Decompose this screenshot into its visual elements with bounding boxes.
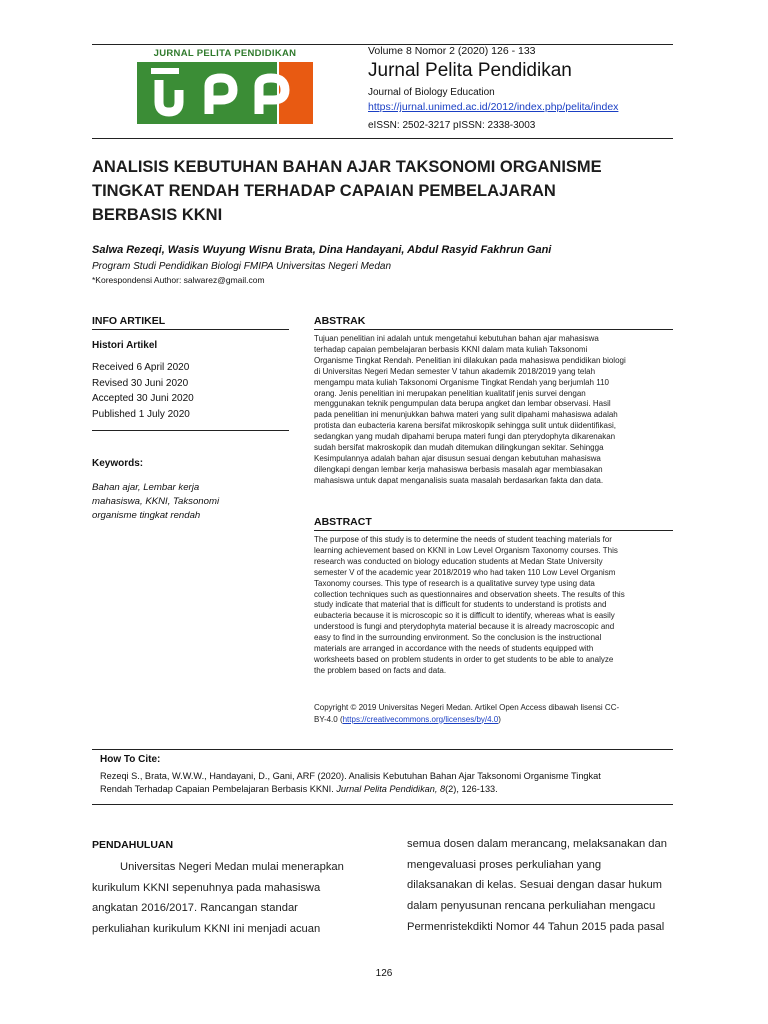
history-item: Received 6 April 2020 [92, 362, 190, 373]
abstrak-rule [314, 329, 673, 330]
info-rule [92, 329, 289, 330]
info-divider [92, 430, 289, 431]
copyright-line2 [314, 714, 673, 726]
journal-url-link[interactable]: https://jurnal.unimed.ac.id/2012/index.php/pelita/index [368, 101, 619, 113]
keywords-line: organisme tingkat rendah [92, 510, 201, 522]
abstrak-line: orang. Jenis penelitian ini merupakan penelitian kualitatif jenis survei dengan [314, 388, 586, 398]
intro-right-line: semua dosen dalam merancang, melaksanakan dan [407, 838, 667, 850]
intro-left-line: angkatan 2016/2017. Rancangan standar [92, 902, 298, 915]
abstrak-line: protista dan eubacteria karena bersifat mikroskopik sehingga sulit untuk diidentifikasi, [314, 421, 616, 431]
title-line: TINGKAT RENDAH TERHADAP CAPAIAN PEMBELAJARAN [92, 182, 556, 200]
abstract-line: eubacteria because it is microscopic so it is difficult to identify, whereas what is easily [314, 611, 615, 621]
abstract-line: understood is fungi and pterydophyta material because it is already macroscopic and [314, 622, 615, 632]
abstrak-line: sedangkan yang mudah dipahami berupa materi fungi dan pterydophyta dikarenakan [314, 432, 616, 442]
intro-right-column [407, 834, 675, 938]
abstract-line: collection techniques such as questionnaires and observation sheets. The results of this [314, 589, 625, 599]
correspondence: *Korespondensi Author: salwarez@gmail.com [92, 275, 265, 285]
logo-jpp-mark [137, 62, 313, 124]
history-item: Revised 30 Juni 2020 [92, 377, 189, 389]
title-line: BERBASIS KKNI [92, 206, 223, 224]
abstract-line: learning achievement based on KKNI in Low Level Organism Taxonomy courses. This [314, 545, 618, 555]
license-link[interactable]: https://creativecommons.org/licenses/by/4.0 [342, 714, 499, 724]
journal-subtitle: Journal of Biology Education [368, 87, 495, 98]
abstract-line: worksheets based on problem students in order to get students to be able to analyze [314, 654, 614, 664]
citation-line: Rezeqi S., Brata, W.W.W., Handayani, D., Gani, ARF (2020). Analisis Kebutuhan Bahan Ajar Taksonomi Organisme Tingkat [100, 771, 601, 781]
abstrak-line: pada penelitian ini menunjukkan bahwa materi yang sulit dipahami mahasiswa adalah [314, 410, 618, 420]
intro-left-line: kurikulum KKNI sepenuhnya pada mahasiswa [92, 881, 321, 894]
cite-bottom-rule [92, 804, 673, 805]
affiliation: Program Studi Pendidikan Biologi FMIPA Universitas Negeri Medan [92, 261, 392, 272]
keywords-line: Bahan ajar, Lembar kerja [92, 482, 200, 493]
abstract-rule [314, 530, 673, 531]
intro-right-line: Permenristekdikti Nomor 44 Tahun 2015 pada pasal [407, 920, 665, 933]
authors: Salwa Rezeqi, Wasis Wuyung Wisnu Brata, Dina Handayani, Abdul Rasyid Fakhrun Gani [92, 244, 552, 256]
title-line: ANALISIS KEBUTUHAN BAHAN AJAR TAKSONOMI ORGANISME [92, 158, 602, 176]
abstrak-line: terhadap capaian pembelajaran berbasis KKNI dalam mata kuliah Taksonomi [314, 344, 588, 354]
abstract-line: The purpose of this study is to determine the needs of student teaching materials for [314, 535, 612, 544]
intro-left-line: Universitas Negeri Medan mulai menerapkan [120, 861, 344, 873]
abstract-line: study indicate that material that is difficult for students to understand is protists and [314, 600, 607, 610]
citation [100, 770, 670, 796]
abstract-line: the problem based on facts and data. [314, 665, 447, 675]
keywords-line: mahasiswa, KKNI, Taksonomi [92, 496, 220, 508]
volume-info: Volume 8 Nomor 2 (2020) 126 - 133 [368, 45, 536, 57]
intro-left-line: perkuliahan kurikulum KKNI ini menjadi acuan [92, 923, 321, 936]
abstract-line: Taxonomy courses. This type of research is a qualitative survey type using data [314, 578, 595, 588]
citation-end: (2), 126-133. [445, 784, 498, 794]
intro-left-column [92, 857, 360, 940]
abstract-line: easy to find in the surrounding environment. So the conclusion is the instructional [314, 633, 602, 643]
citation-journal: Jurnal Pelita Pendidikan, 8 [336, 784, 446, 794]
issn: eISSN: 2502-3217 pISSN: 2338-3003 [368, 120, 536, 131]
abstract-line: research was conducted on biology education students at Medan State University [314, 556, 603, 566]
history-list [92, 360, 194, 422]
page-number: 126 [375, 968, 393, 979]
cite-top-rule [92, 749, 673, 750]
abstrak-heading: ABSTRAK [314, 315, 366, 327]
journal-name: Jurnal Pelita Pendidikan [368, 60, 572, 81]
intro-right-line: dalam penyusunan rencana perkuliahan mengacu [407, 900, 656, 913]
intro-heading: PENDAHULUAN [92, 839, 174, 851]
abstrak-line: menggunakan teknik pengumpulan data berupa angket dan lembar observasi. Hasil [314, 399, 611, 409]
abstrak-line: mahasiswa untuk dapat menganalisis suata masalah berdasarkan fakta dan data. [314, 475, 604, 485]
logo-title: JURNAL PELITA PENDIDIKAN [153, 48, 297, 59]
history-heading: Histori Artikel [92, 340, 158, 351]
citation-line2 [100, 783, 670, 796]
abstrak-line: Tujuan penelitian ini adalah untuk mengetahui kebutuhan bahan ajar mahasiswa [314, 334, 599, 343]
copyright-prefix: BY-4.0 ( [314, 714, 343, 724]
citation-plain: Rendah Terhadap Capaian Pembelajaran Berbasis KKNI. [100, 784, 337, 794]
history-item: Published 1 July 2020 [92, 408, 190, 420]
info-heading: INFO ARTIKEL [92, 315, 166, 327]
copyright [314, 702, 673, 725]
cite-heading: How To Cite: [100, 754, 161, 765]
abstract-line: materials are arranged in accordance with the needs of students equipped with [314, 644, 594, 654]
abstrak-line: mengampu mata kuliah Taksonomi Organisme Tingkat Rendah yang berjumlah 110 [314, 377, 609, 387]
header-rule [92, 138, 673, 139]
keywords [92, 481, 219, 524]
article-title [92, 155, 682, 227]
intro-right-line: dilaksanakan di kelas. Sesuai dengan dasar hukum [407, 879, 662, 892]
journal-logo [137, 48, 313, 138]
abstrak-line: Organisme Tingkat Rendah. Penelitian ini dilakukan pada mahasiswa pendidikan biologi [314, 355, 626, 365]
keywords-heading: Keywords: [92, 458, 144, 469]
abstrak-line: Kesimpulannya adalah bahan ajar disusun sesuai dengan kebutuhan mahasiswa [314, 453, 601, 463]
abstract-line: semester V of the academic year 2018/2019 who had taken 110 Low Level Organism [314, 567, 616, 577]
abstrak-line: dilengkapi dengan lembar kerja mahasiswa berbasis masalah agar membiasakan [314, 464, 603, 474]
abstrak-text [314, 334, 673, 487]
copyright-line: Copyright © 2019 Universitas Negeri Medan. Artikel Open Access dibawah lisensi CC- [314, 703, 620, 712]
history-item: Accepted 30 Juni 2020 [92, 393, 194, 404]
abstrak-line: di Universitas Negeri Medan semester V tahun akademik 2018/2019 yang telah [314, 366, 596, 376]
copyright-suffix: ) [498, 714, 501, 724]
abstract-text [314, 535, 673, 677]
intro-right-line: mengevaluasi proses perkuliahan yang [407, 858, 602, 871]
abstract-heading: ABSTRACT [314, 516, 372, 528]
abstrak-line: sudah bersifat makroskopik dan mudah ditemukan dilingkungan sekitar. Sehingga [314, 443, 604, 453]
